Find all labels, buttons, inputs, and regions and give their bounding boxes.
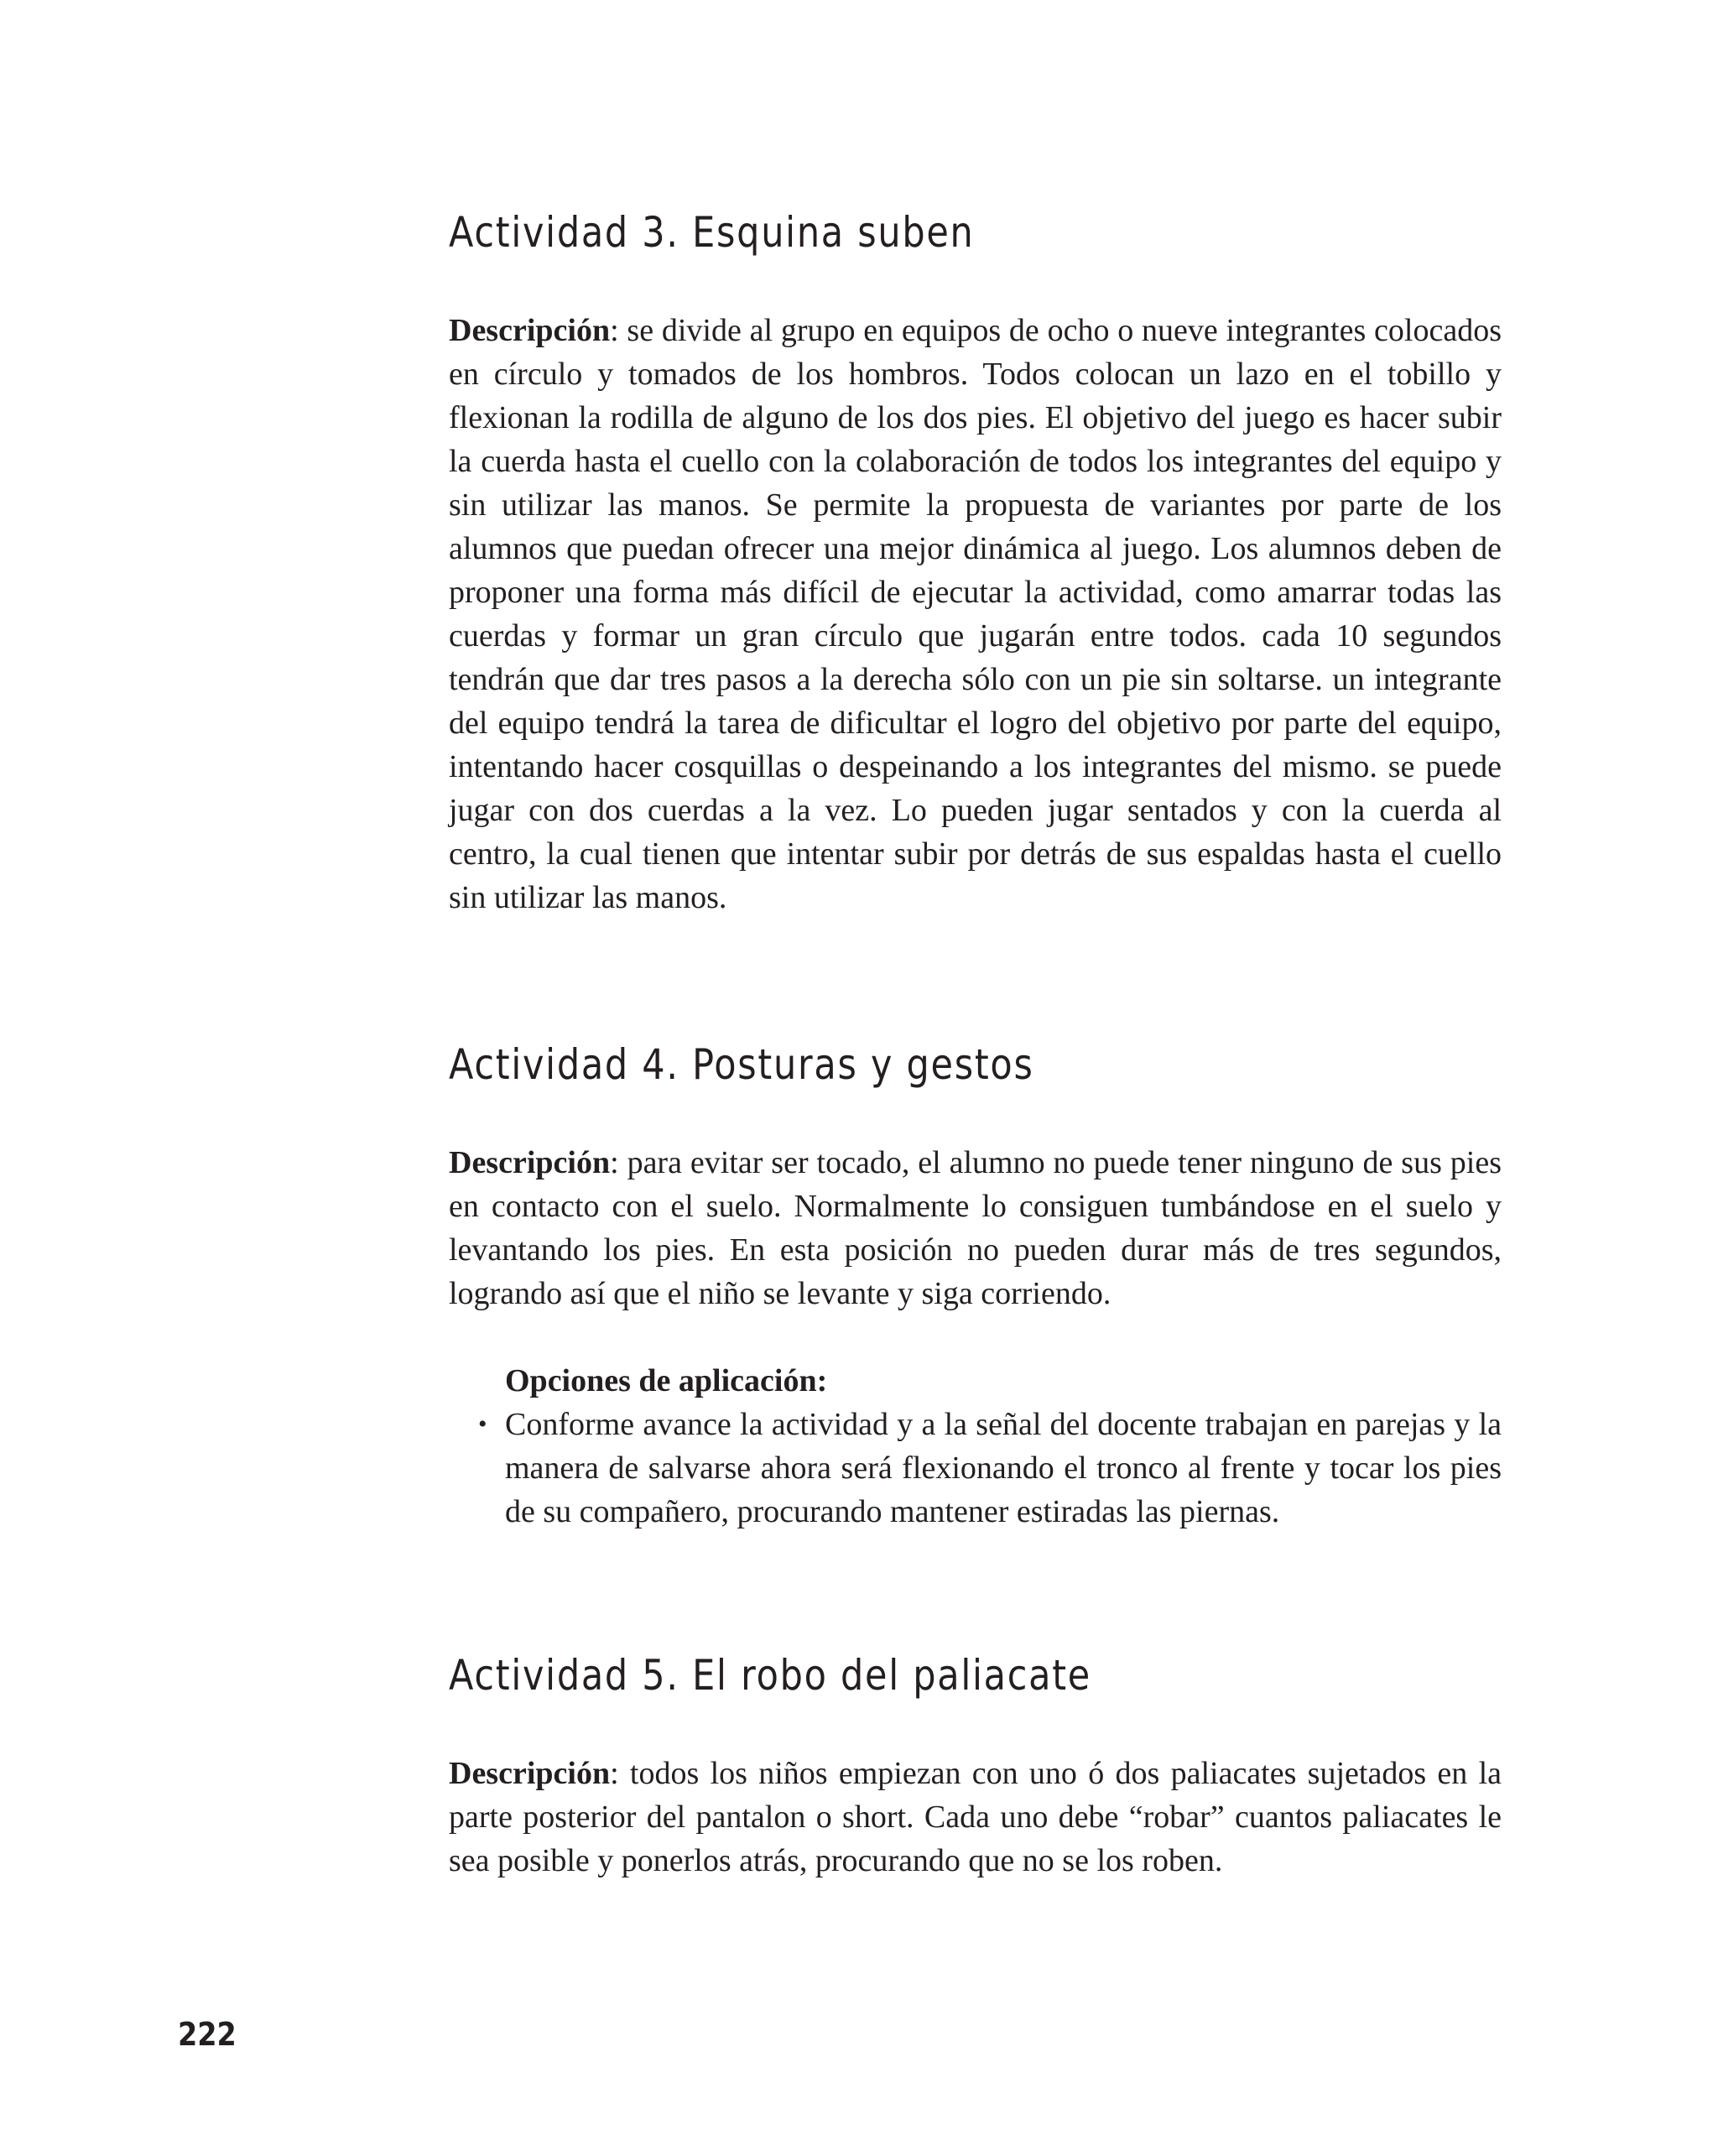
section-title-actividad-3: Actividad 3. Esquina suben xyxy=(449,208,975,257)
section-description-actividad-4 xyxy=(449,1141,1502,1315)
description-label: Descripción xyxy=(449,1756,611,1791)
section-description-actividad-3 xyxy=(449,309,1502,919)
list-item xyxy=(478,1403,1502,1534)
description-text: : todos los niños empiezan con uno ó dos paliacates sujetados en la parte posterior del pantalon o short. Cada uno debe “robar” cuantos paliacates le sea posible y ponerlos atrás, procurando que no se los roben. xyxy=(449,1756,1502,1878)
bullet-icon: • xyxy=(478,1410,487,1438)
options-title: Opciones de aplicación: xyxy=(505,1363,828,1398)
description-text: : se divide al grupo en equipos de ocho o nueve integrantes colocados en círculo y tomados de los hombros. Todos colocan un lazo en el tobillo y flexionan la rodilla de alguno de los dos pies. El objetivo del juego es hacer subir la cuerda hasta el cuello con la colaboración de todos los integrantes del equipo y sin utilizar las manos. Se permite la propuesta de variantes por parte de los alumnos que puedan ofrecer una mejor dinámica al juego. Los alumnos deben de proponer una forma más difícil de ejecutar la actividad, como amarrar todas las cuerdas y formar un gran círculo que jugarán entre todos. cada 10 segundos tendrán que dar tres pasos a la derecha sólo con un pie sin soltarse. un integrante del equipo tendrá la tarea de dificultar el logro del objetivo por parte del equipo, intentando hacer cosquillas o despeinando a los integrantes del mismo. se puede jugar con dos cuerdas a la vez. Lo pueden jugar sentados y con la cuerda al centro, la cual tienen que intentar subir por detrás de sus espaldas hasta el cuello sin utilizar las manos. xyxy=(449,313,1502,915)
option-text: Conforme avance la actividad y a la señal del docente trabajan en parejas y la manera de salvarse ahora será flexionando el tronco al frente y tocar los pies de su compañero, procurando mantener estiradas las piernas. xyxy=(505,1407,1502,1529)
section-title-actividad-4: Actividad 4. Posturas y gestos xyxy=(449,1040,1034,1089)
page-number: 222 xyxy=(178,2016,237,2053)
options-list xyxy=(478,1403,1502,1534)
section-title-actividad-5: Actividad 5. El robo del paliacate xyxy=(449,1651,1091,1700)
description-label: Descripción xyxy=(449,313,611,348)
description-label: Descripción xyxy=(449,1145,611,1180)
description-text: : para evitar ser tocado, el alumno no puede tener ninguno de sus pies en contacto con el suelo. Normalmente lo consiguen tumbándose en el suelo y levantando los pies. En esta posición no pueden durar más de tres segundos, logrando así que el niño se levante y siga corriendo. xyxy=(449,1145,1502,1311)
section-description-actividad-5 xyxy=(449,1752,1502,1883)
